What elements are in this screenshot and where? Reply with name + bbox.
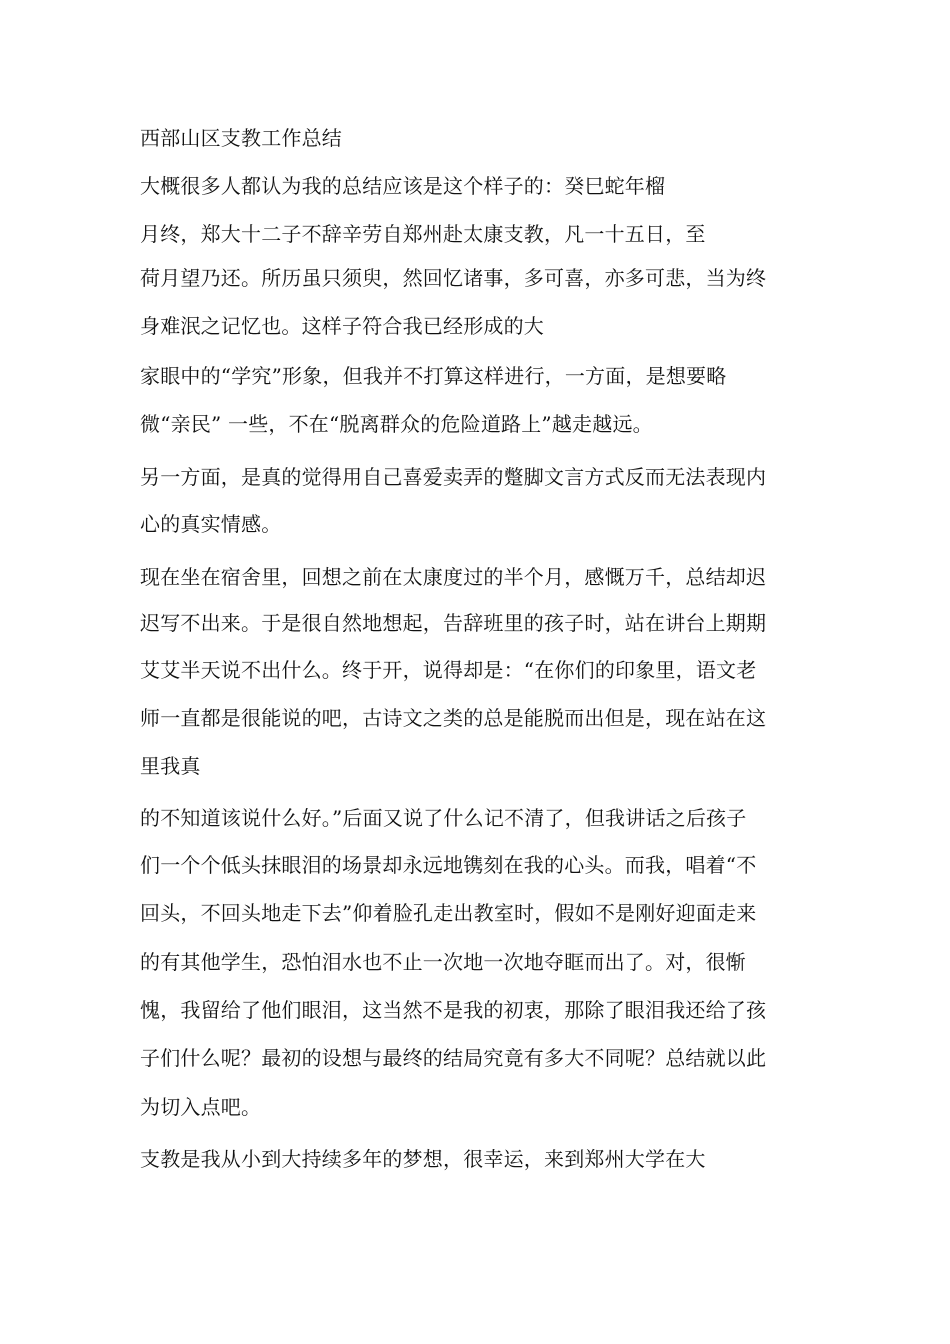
- text-line: 的不知道该说什么好。”后面又说了什么记不清了，但我讲话之后孩子: [140, 806, 747, 830]
- text-line: 艾艾半天说不出什么。终于开，说得却是：“在你们的印象里，语文老: [140, 658, 757, 682]
- text-line: 愧，我留给了他们眼泪，这当然不是我的初衷，那除了眼泪我还给了孩: [140, 998, 767, 1022]
- text-line: 现在坐在宿舍里，回想之前在太康度过的半个月，感慨万千，总结却迟: [140, 565, 767, 589]
- text-line: 家眼中的“学究”形象，但我并不打算这样进行，一方面，是想要略: [140, 364, 727, 388]
- text-line: 身难泯之记忆也。这样子符合我已经形成的大: [140, 314, 544, 338]
- text-line: 里我真: [140, 754, 201, 778]
- text-line: 心的真实情感。: [140, 512, 282, 536]
- text-line: 荷月望乃还。所历虽只须臾，然回忆诸事，多可喜，亦多可悲，当为终: [140, 266, 767, 290]
- text-line: 们一个个低头抹眼泪的场景却永远地镌刻在我的心头。而我，唱着“不: [140, 853, 757, 877]
- text-line: 回头，不回头地走下去”仰着脸孔走出教室时，假如不是刚好迎面走来: [140, 901, 757, 925]
- document-title: 西部山区支教工作总结: [140, 126, 342, 150]
- text-line: 师一直都是很能说的吧，古诗文之类的总是能脱而出但是，现在站在这: [140, 706, 767, 730]
- text-line: 大概很多人都认为我的总结应该是这个样子的：癸巳蛇年榴: [140, 174, 666, 198]
- text-line: 微“亲民” 一些，不在“脱离群众的危险道路上”越走越远。: [140, 412, 653, 436]
- text-line: 支教是我从小到大持续多年的梦想，很幸运，来到郑州大学在大: [140, 1147, 706, 1171]
- text-line: 的有其他学生，恐怕泪水也不止一次地一次地夺眶而出了。对，很惭: [140, 950, 746, 974]
- text-line: 月终，郑大十二子不辞辛劳自郑州赴太康支教，凡一十五日，至: [140, 222, 706, 246]
- text-line: 为切入点吧。: [140, 1095, 262, 1119]
- text-line: 另一方面，是真的觉得用自己喜爱卖弄的蹩脚文言方式反而无法表现内: [140, 465, 767, 489]
- text-line: 迟写不出来。于是很自然地想起，告辞班里的孩子时，站在讲台上期期: [140, 611, 767, 635]
- text-line: 子们什么呢？最初的设想与最终的结局究竟有多大不同呢？总结就以此: [140, 1046, 767, 1070]
